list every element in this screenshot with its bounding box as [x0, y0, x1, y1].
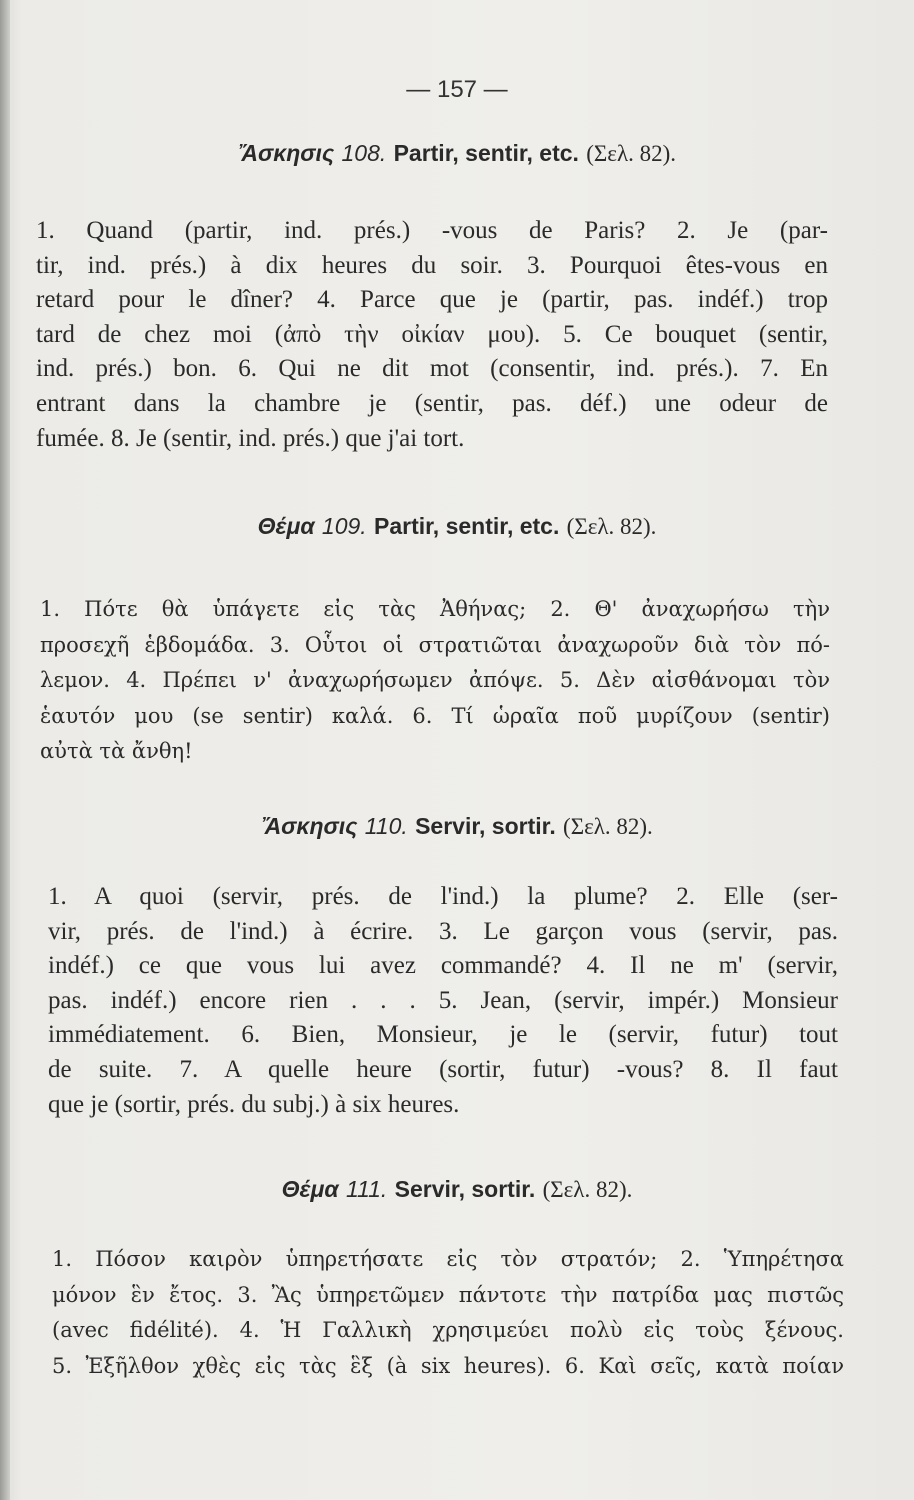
text-line: immédiatement. 6. Bien, Monsieur, je le (servir, futur) tout: [48, 1021, 838, 1049]
exercise-110-text: [48, 880, 838, 1122]
heading-page-ref: (Σελ. 82).: [563, 814, 653, 839]
text-line: pas. indéf.) encore rien . . . 5. Jean, (servir, impér.) Monsieur: [48, 986, 838, 1014]
page-number: — 157 —: [406, 76, 508, 103]
text-line: 5. Ἐξῆλθον χθὲς εἰς τὰς ἓξ (à six heures). 6. Καὶ σεῖς, κατὰ ποίαν: [52, 1353, 844, 1378]
text-line: fumée. 8. Je (sentir, ind. prés.) que j'ai tort.: [36, 424, 465, 452]
text-line: tard de chez moi (ἀπὸ τὴν οἰκίαν μου). 5. Ce bouquet (sentir,: [36, 320, 828, 348]
text-line: vir, prés. de l'ind.) à écrire. 3. Le garçon vous (servir, pas.: [48, 917, 838, 945]
heading-page-ref: (Σελ. 82).: [586, 141, 677, 166]
text-line: (avec fidélité). 4. Ἡ Γαλλικὴ χρησιμεύει πολὺ εἰς τοὺς ξένους.: [52, 1318, 844, 1342]
heading-title: Servir, sortir.: [415, 813, 556, 839]
text-line: ind. prés.) bon. 6. Qui ne dit mot (consentir, ind. prés.). 7. En: [36, 355, 828, 383]
exercise-108-text: [36, 214, 828, 456]
exercise-109-text: [40, 592, 830, 770]
text-line: μόνον ἓν ἔτος. 3. Ἂς ὑπηρετῶμεν πάντοτε τὴν πατρίδα μας πιστῶς: [52, 1282, 844, 1307]
exercise-111-text: [52, 1242, 844, 1384]
text-line: retard pour le dîner? 4. Parce que je (partir, pas. indéf.) trop: [36, 286, 828, 314]
text-line: προσεχῆ ἑβδομάδα. 3. Οὗτοι οἱ στρατιῶται ἀναχωροῦν διὰ τὸν πό-: [40, 632, 830, 657]
page-binding-edge: [0, 0, 10, 1500]
heading-number: 109.: [321, 513, 367, 539]
heading-number: 110.: [364, 813, 408, 839]
exercise-108-heading: [0, 140, 914, 167]
heading-number: 111.: [345, 1176, 388, 1202]
heading-title: Partir, sentir, etc.: [393, 140, 579, 166]
heading-title: Servir, sortir.: [394, 1176, 536, 1202]
heading-page-ref: (Σελ. 82).: [542, 1177, 633, 1202]
text-line: λεμον. 4. Πρέπει ν' ἀναχωρήσωμεν ἀπόψε. 5. Δὲν αἰσθάνομαι τὸν: [40, 668, 830, 692]
heading-greek-label: Ἄσκησις: [261, 813, 358, 839]
text-line: que je (sortir, prés. du subj.) à six heures.: [48, 1090, 460, 1118]
text-line: 1. Quand (partir, ind. prés.) -vous de Paris? 2. Je (par-: [36, 217, 828, 244]
exercise-110-heading: [0, 813, 914, 840]
text-line: 1. Πότε θὰ ὑπάγετε εἰς τὰς Ἀθήνας; 2. Θ' ἀναχωρήσω τὴν: [40, 597, 830, 621]
text-line: tir, ind. prés.) à dix heures du soir. 3. Pourquoi êtes-vous en: [36, 251, 828, 279]
heading-greek-label: Θέμα: [281, 1176, 339, 1202]
text-line: de suite. 7. A quelle heure (sortir, futur) -vous? 8. Il faut: [48, 1055, 838, 1083]
text-line: 1. A quoi (servir, prés. de l'ind.) la plume? 2. Elle (ser-: [48, 883, 838, 910]
text-line: αὐτὰ τὰ ἄνθη!: [40, 739, 193, 763]
heading-page-ref: (Σελ. 82).: [566, 514, 657, 539]
text-line: entrant dans la chambre je (sentir, pas. déf.) une odeur de: [36, 389, 828, 417]
exercise-111-heading: [0, 1176, 914, 1203]
text-line: ἑαυτόν μου (se sentir) καλά. 6. Τί ὡραῖα ποῦ μυρίζουν (sentir): [40, 703, 830, 728]
heading-number: 108.: [341, 140, 387, 166]
heading-greek-label: Ἄσκησις: [237, 140, 335, 166]
text-line: indéf.) ce que vous lui avez commandé? 4. Il ne m' (servir,: [48, 952, 838, 980]
heading-title: Partir, sentir, etc.: [373, 513, 560, 539]
heading-greek-label: Θέμα: [257, 513, 315, 539]
exercise-109-heading: [0, 513, 914, 540]
text-line: 1. Πόσον καιρὸν ὑπηρετήσατε εἰς τὸν στρατόν; 2. Ὑπηρέτησα: [52, 1247, 844, 1271]
